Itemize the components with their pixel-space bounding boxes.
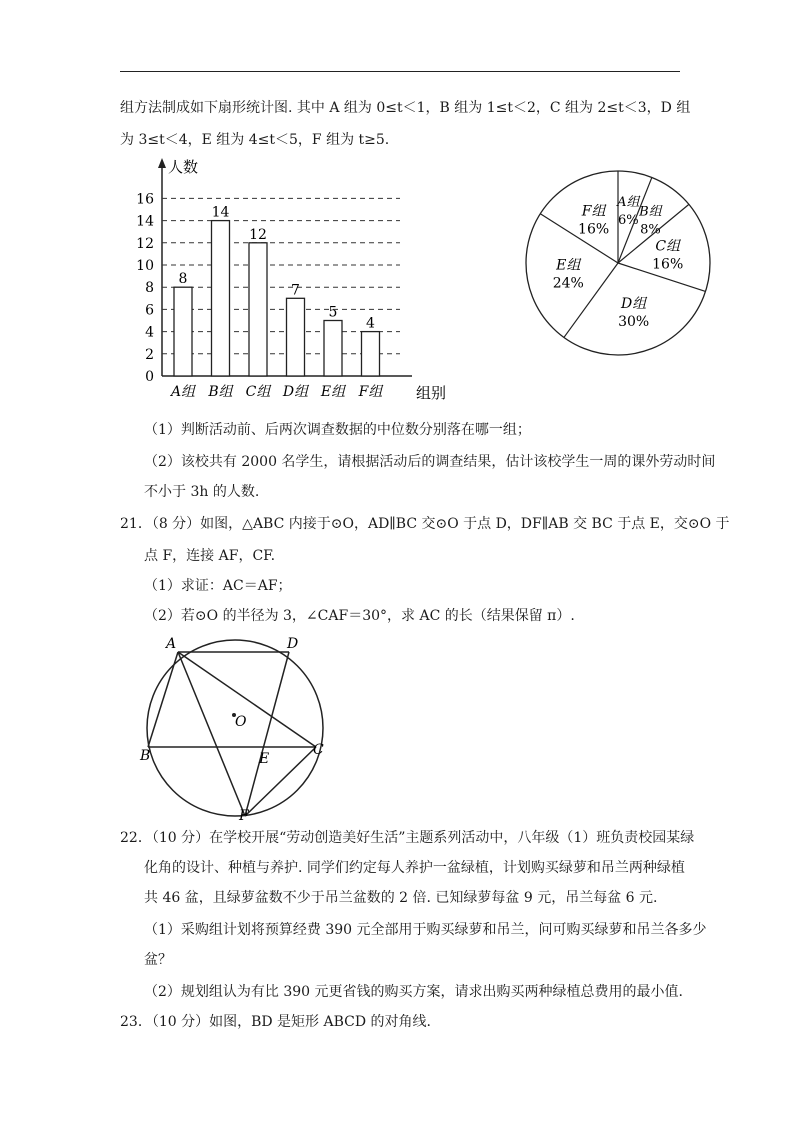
label-d: D	[287, 636, 299, 652]
pie-slice-label: E组	[556, 257, 581, 274]
bar-value-label: 8	[178, 271, 188, 288]
x-tick-label: D组	[282, 384, 309, 400]
x-axis-title: 组别	[416, 384, 447, 402]
pie-slice-value: 24%	[552, 275, 584, 292]
pie-slice-label: A组	[617, 194, 640, 210]
q23-stem: 23．（10 分）如图，BD 是矩形 ABCD 的对角线.	[120, 1014, 431, 1030]
y-tick-label: 16	[136, 191, 154, 208]
bar	[324, 321, 342, 377]
x-tick-label: E组	[320, 384, 346, 400]
header-rule	[120, 71, 680, 72]
y-axis-title: 人数	[168, 158, 199, 176]
pie-slice-label: D组	[621, 296, 647, 313]
bar-value-label: 7	[291, 282, 300, 299]
bar-chart	[130, 150, 450, 410]
q20-part2-line1: （2）该校共有 2000 名学生，请根据活动后的调查结果，估计该校学生一周的课外劳动时间	[144, 454, 716, 470]
bar	[362, 332, 380, 376]
label-b: B	[140, 748, 151, 764]
label-o: O	[235, 714, 247, 730]
label-e: E	[259, 751, 270, 767]
y-axis-arrow	[158, 158, 166, 168]
x-tick-label: F组	[358, 384, 383, 400]
pie-slice-value: 8%	[640, 222, 661, 238]
q21-part1: （1）求证：AC＝AF；	[144, 578, 292, 594]
q22-stem-line1: 22．（10 分）在学校开展“劳动创造美好生活”主题系列活动中，八年级（1）班负责校园某绿	[120, 830, 695, 846]
bar	[249, 243, 267, 376]
pie-slice-label: C组	[655, 238, 681, 255]
segment-af	[178, 652, 245, 816]
bar-value-label: 4	[366, 315, 375, 332]
intro-line-1: 组方法制成如下扇形统计图. 其中 A 组为 0≤t＜1，B 组为 1≤t＜2，C 组为 2≤t＜3，D 组	[120, 100, 691, 116]
segment-df	[245, 652, 289, 816]
bar-value-label: 14	[211, 204, 230, 221]
q21-part2: （2）若⊙O 的半径为 3，∠CAF＝30°，求 AC 的长（结果保留 π）.	[144, 608, 575, 624]
y-tick-label: 8	[145, 280, 154, 297]
label-a: A	[166, 636, 177, 652]
pie-slice-label: F组	[581, 203, 606, 220]
pie-chart	[515, 160, 725, 370]
y-tick-label: 12	[136, 235, 154, 252]
bar	[174, 287, 192, 376]
q22-part1-line1: （1）采购组计划将预算经费 390 元全部用于购买绿萝和吊兰，问可购买绿萝和吊兰各多少	[144, 922, 707, 938]
bar	[212, 221, 230, 376]
pie-slice-value: 16%	[652, 256, 684, 273]
y-tick-label: 4	[145, 324, 154, 341]
pie-slice-value: 6%	[618, 212, 639, 228]
q22-stem-line2: 化角的设计、种植与养护. 同学们约定每人养护一盆绿植，计划购买绿萝和吊兰两种绿植	[144, 860, 685, 876]
y-tick-label: 0	[145, 369, 154, 385]
q22-part2: （2）规划组认为有比 390 元更省钱的购买方案，请求出购买两种绿植总费用的最小值.	[144, 984, 683, 1000]
pie-slice-label: B组	[639, 204, 662, 220]
q20-part1: （1）判断活动前、后两次调查数据的中位数分别落在哪一组；	[144, 422, 531, 438]
y-tick-label: 14	[136, 213, 154, 230]
bar-value-label: 5	[328, 304, 338, 321]
x-tick-label: C组	[245, 384, 271, 400]
y-tick-label: 10	[136, 258, 154, 274]
q22-stem-line3: 共 46 盆，且绿萝盆数不少于吊兰盆数的 2 倍. 已知绿萝每盆 9 元，吊兰每盆 6 元.	[144, 890, 658, 906]
q21-stem-line1: 21．（8 分）如图，△ABC 内接于⊙O，AD∥BC 交⊙O 于点 D，DF∥AB 交 BC 于点 E，交⊙O 于	[120, 516, 730, 532]
bar	[287, 298, 305, 376]
label-c: C	[313, 742, 324, 758]
y-tick-label: 2	[145, 346, 154, 363]
pie-slice-value: 16%	[578, 221, 610, 238]
circle-figure	[130, 630, 340, 825]
pie-slice-value: 30%	[618, 314, 650, 331]
q21-stem-line2: 点 F，连接 AF，CF.	[144, 548, 276, 564]
intro-line-2: 为 3≤t＜4，E 组为 4≤t＜5，F 组为 t≥5.	[120, 132, 390, 148]
label-f: F	[239, 808, 249, 824]
y-tick-label: 6	[145, 302, 154, 319]
x-tick-label: A组	[170, 384, 196, 400]
x-tick-label: B组	[208, 384, 233, 400]
segment-ac	[178, 652, 316, 747]
q22-part1-line2: 盆？	[144, 952, 172, 968]
bar-value-label: 12	[249, 226, 267, 243]
q20-part2-line2: 不小于 3h 的人数.	[144, 484, 260, 500]
